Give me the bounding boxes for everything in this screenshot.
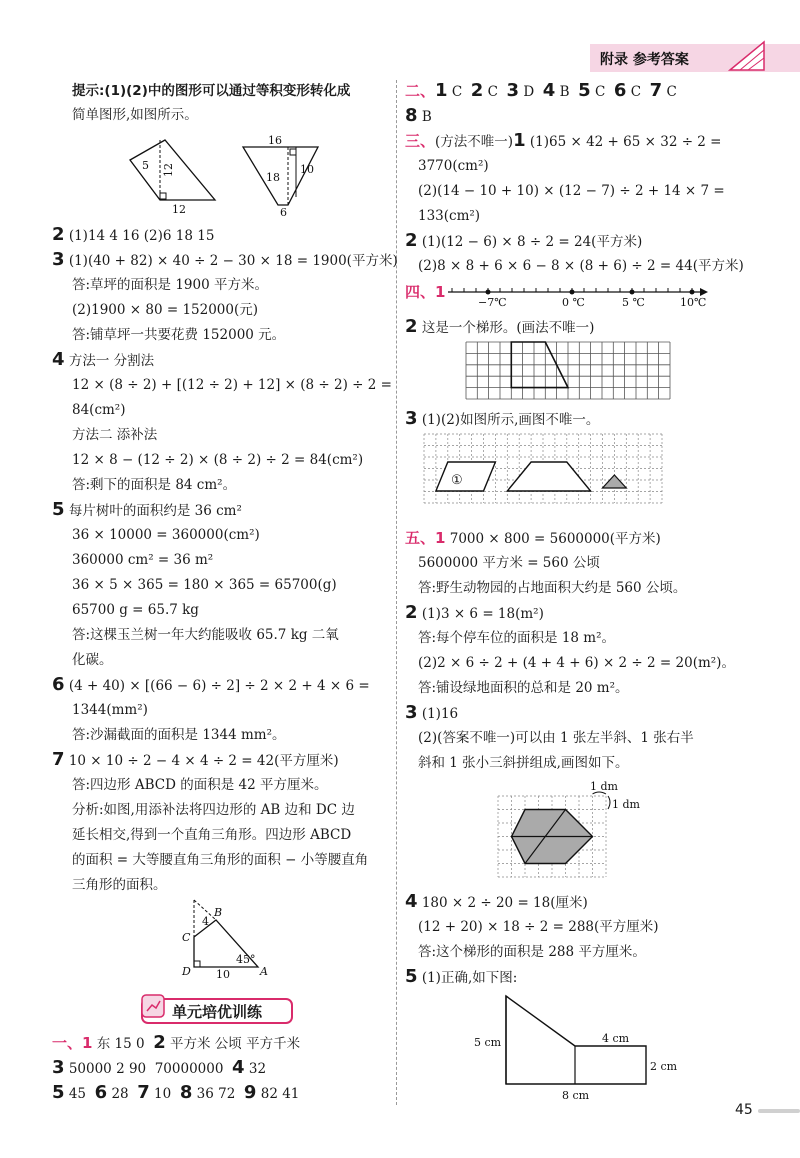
grid-trapezoid xyxy=(466,342,670,400)
dm-label-1: 1 dm xyxy=(590,780,618,793)
q3-line-1: 3 (1)(40 + 82) × 40 ÷ 2 − 30 × 18 = 1900(平方米) xyxy=(52,249,398,270)
s5-line-14: 5 (1)正确,如下图: xyxy=(405,966,518,987)
q7-line-6: 三角形的面积。 xyxy=(72,877,167,893)
s3-line-4: 133(cm²) xyxy=(418,208,481,224)
q3-line-3: (2)1900 × 80 = 152000(元) xyxy=(72,302,259,318)
q5-line-2: 36 × 10000 = 360000(cm²) xyxy=(72,527,260,543)
dm-label-2: 1 dm xyxy=(612,798,640,811)
fig3-label-d: D xyxy=(182,965,191,978)
q2: 2 (1)14 4 16 (2)6 18 15 xyxy=(52,224,215,245)
s5-line-7: 答:铺设绿地面积的总和是 20 m²。 xyxy=(418,680,629,696)
q4-line-4: 方法二 添补法 xyxy=(72,427,158,443)
number-line xyxy=(448,284,708,310)
s3-line-6: (2)8 × 8 + 6 × 6 − 8 × (8 + 6) ÷ 2 = 44(平方米) xyxy=(418,258,744,274)
fig2-label-bottom: 6 xyxy=(280,206,287,219)
q5-line-3: 360000 cm² = 36 m² xyxy=(72,552,214,568)
grid-shapes xyxy=(424,434,662,504)
unit-ans-row-1: 一、1 东 15 0 2 平方米 公顷 平方千米 xyxy=(52,1032,301,1053)
numline-label-minus7: −7℃ xyxy=(478,296,507,309)
s5-line-12: (12 + 20) × 18 ÷ 2 = 288(平方厘米) xyxy=(418,919,659,935)
fig3-label-b: B xyxy=(214,906,223,919)
q4-line-3: 84(cm²) xyxy=(72,402,126,418)
fig3-label-angle: 45° xyxy=(236,953,256,966)
s3-line-2: 3770(cm²) xyxy=(418,158,489,174)
fig3-label-a: A xyxy=(260,965,268,978)
s5-line-3: 答:野生动物园的占地面积大约是 560 公顷。 xyxy=(418,580,687,596)
s5-line-8: 3 (1)16 xyxy=(405,702,459,723)
q6-line-2: 1344(mm²) xyxy=(72,702,148,718)
q6-line-3: 答:沙漏截面的面积是 1344 mm²。 xyxy=(72,727,286,743)
numline-label-10: 10℃ xyxy=(680,296,707,309)
s3-line-3: (2)(14 − 10 + 10) × (12 − 7) ÷ 2 + 14 × 7 = xyxy=(418,183,725,199)
hint-line-2: 简单图形,如图所示。 xyxy=(72,107,198,123)
s5-line-5: 答:每个停车位的面积是 18 m²。 xyxy=(418,630,616,646)
s4-label: 四、1 xyxy=(405,283,446,301)
fig2-label-right: 10 xyxy=(300,163,314,176)
numline-label-0: 0 ℃ xyxy=(562,296,585,309)
s5-line-13: 答:这个梯形的面积是 288 平方厘米。 xyxy=(418,944,646,960)
last-fig-label-8cm: 8 cm xyxy=(562,1089,590,1102)
s4-q2: 2 这是一个梯形。(画法不唯一) xyxy=(405,316,595,337)
last-fig-label-5cm: 5 cm xyxy=(474,1036,502,1049)
fig1-label-c: 12 xyxy=(172,203,186,216)
q5-line-1: 5 每片树叶的面积约是 36 cm² xyxy=(52,499,242,520)
fig3-label-10: 10 xyxy=(216,968,230,981)
hint-line-1: 提示:(1)(2)中的图形可以通过等积变形转化成 xyxy=(72,83,351,99)
figure-trapezoid-transform-2 xyxy=(238,135,338,217)
grid-hexagon xyxy=(498,778,668,878)
q5-line-7: 化碳。 xyxy=(72,652,113,668)
fig3-label-c: C xyxy=(182,931,191,944)
q7-line-2: 答:四边形 ABCD 的面积是 42 平方厘米。 xyxy=(72,777,328,793)
q7-line-5: 的面积 = 大等腰直角三角形的面积 − 小等腰直角 xyxy=(72,852,369,868)
s2-row: 二、1 C 2 C 3 D 4 B 5 C 6 C 7 C xyxy=(405,80,677,101)
q7-line-4: 延长相交,得到一个直角三角形。四边形 ABCD xyxy=(72,827,352,843)
column-divider xyxy=(396,80,397,1105)
fig3-label-4: 4 xyxy=(202,915,209,928)
s5-line-2: 5600000 平方米 = 560 公顷 xyxy=(418,555,600,571)
unit-ans-row-3: 5 45 6 28 7 10 8 36 72 9 82 41 xyxy=(52,1082,300,1103)
fig2-label-left: 18 xyxy=(266,171,280,184)
s5-line-1: 五、1 7000 × 800 = 5600000(平方米) xyxy=(405,529,661,547)
q7-line-1: 7 10 × 10 ÷ 2 − 4 × 4 ÷ 2 = 42(平方厘米) xyxy=(52,749,339,770)
q4-line-5: 12 × 8 − (12 ÷ 2) × (8 ÷ 2) ÷ 2 = 84(cm²) xyxy=(72,452,364,468)
s5-line-4: 2 (1)3 × 6 = 18(m²) xyxy=(405,602,544,623)
s5-line-10: 斜和 1 张小三斜拼组成,画图如下。 xyxy=(418,755,629,771)
last-fig-label-2cm: 2 cm xyxy=(650,1060,678,1073)
fig1-label-b: 12 xyxy=(162,163,175,177)
s5-line-6: (2)2 × 6 ÷ 2 + (4 + 4 + 6) × 2 ÷ 2 = 20(m²)。 xyxy=(418,655,735,671)
q5-line-4: 36 × 5 × 365 = 180 × 365 = 65700(g) xyxy=(72,577,337,593)
s5-line-9: (2)(答案不唯一)可以由 1 张左半斜、1 张右半 xyxy=(418,730,694,746)
numline-label-5: 5 ℃ xyxy=(622,296,645,309)
s3-line-1: 三、(方法不唯一)1 (1)65 × 42 + 65 × 32 ÷ 2 = xyxy=(405,130,722,151)
q4-line-1: 4 方法一 分割法 xyxy=(52,349,155,370)
figure-composite-shape xyxy=(470,992,690,1104)
s5-line-11: 4 180 × 2 ÷ 20 = 18(厘米) xyxy=(405,891,588,912)
q4-line-6: 答:剩下的面积是 84 cm²。 xyxy=(72,477,237,493)
q6-line-1: 6 (4 + 40) × [(66 − 6) ÷ 2] ÷ 2 × 2 + 4 × 6 = xyxy=(52,674,370,695)
circle-one-label: ① xyxy=(451,473,463,488)
figure-quadrilateral-abcd xyxy=(176,895,276,983)
s4-q3: 3 (1)(2)如图所示,画图不唯一。 xyxy=(405,408,600,429)
s3-line-5: 2 (1)(12 − 6) × 8 ÷ 2 = 24(平方米) xyxy=(405,230,643,251)
header-title: 附录 参考答案 xyxy=(600,52,689,68)
q5-line-5: 65700 g = 65.7 kg xyxy=(72,602,199,618)
q7-line-3: 分析:如图,用添补法将四边形的 AB 边和 DC 边 xyxy=(72,802,355,818)
unit-title: 单元培优训练 xyxy=(172,1003,263,1021)
page-decoration xyxy=(758,1109,800,1113)
fig1-label-a: 5 xyxy=(142,159,149,172)
q4-line-2: 12 × (8 ÷ 2) + [(12 ÷ 2) + 12] × (8 ÷ 2) ÷ 2 = xyxy=(72,377,392,393)
q3-line-4: 答:铺草坪一共要花费 152000 元。 xyxy=(72,327,286,343)
unit-ans-row-2: 3 50000 2 90 70000000 4 32 xyxy=(52,1057,267,1078)
page-number: 45 xyxy=(735,1102,753,1118)
fig2-label-top: 16 xyxy=(268,134,282,147)
s2-row-8: 8 B xyxy=(405,105,432,126)
last-fig-label-4cm: 4 cm xyxy=(602,1032,630,1045)
q3-line-2: 答:草坪的面积是 1900 平方米。 xyxy=(72,277,268,293)
figure-triangle-transform-1 xyxy=(120,135,230,215)
ruler-icon xyxy=(728,38,768,72)
q5-line-6: 答:这棵玉兰树一年大约能吸收 65.7 kg 二氧 xyxy=(72,627,339,643)
